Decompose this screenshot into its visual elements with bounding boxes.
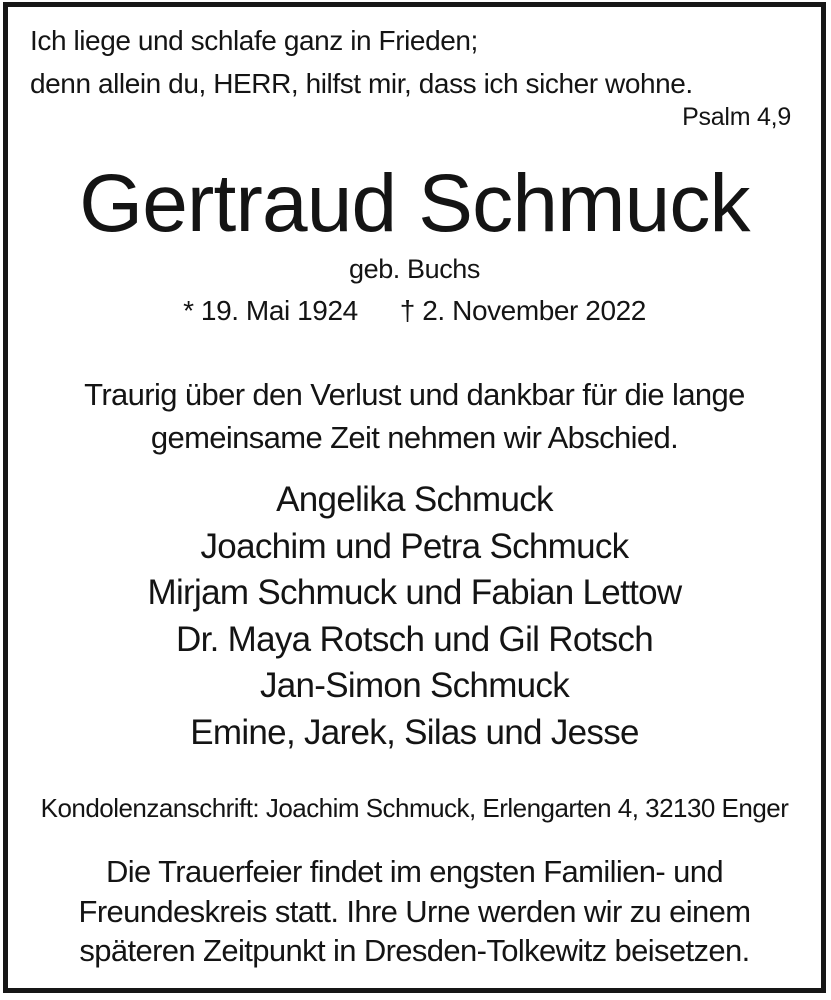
- maiden-name: geb. Buchs: [348, 254, 481, 284]
- mourner-line: Joachim und Petra Schmuck: [200, 526, 629, 566]
- funeral-info-line1: Die Trauerfeier findet im engsten Familien- und: [105, 854, 723, 889]
- farewell-text-line2: gemeinsame Zeit nehmen wir Abschied.: [150, 420, 679, 455]
- farewell-text-line1: Traurig über den Verlust und dankbar für die lange: [84, 377, 745, 412]
- farewell-text: [8, 373, 821, 459]
- obituary-frame-border: [3, 2, 826, 993]
- scripture-quote: [30, 19, 791, 105]
- mourner-line: Mirjam Schmuck und Fabian Lettow: [147, 573, 682, 612]
- mourner-line: Jan-Simon Schmuck: [259, 666, 570, 705]
- mourner-line: Dr. Maya Rotsch und Gil Rotsch: [176, 619, 653, 659]
- funeral-info-line3: späteren Zeitpunkt in Dresden-Tolkewitz beisetzen.: [79, 933, 750, 968]
- scripture-quote-line2: denn allein du, HERR, hilfst mir, dass ich sicher wohne.: [30, 68, 693, 99]
- birth-date: * 19. Mai 1924: [183, 295, 358, 326]
- mourners-list: [8, 477, 821, 756]
- scripture-quote-line1: Ich liege und schlafe ganz in Frieden;: [30, 25, 478, 56]
- mourner-line: Emine, Jarek, Silas und Jesse: [190, 712, 639, 752]
- obituary-content: [8, 7, 821, 988]
- scripture-source: Psalm 4,9: [682, 103, 791, 131]
- deceased-name: Gertraud Schmuck: [79, 158, 750, 249]
- death-date: † 2. November 2022: [399, 295, 646, 326]
- life-dates: [8, 295, 821, 327]
- condolence-address: Kondolenzanschrift: Joachim Schmuck, Erlengarten 4, 32130 Enger: [40, 793, 789, 823]
- mourner-line: Angelika Schmuck: [276, 480, 553, 519]
- funeral-info-line2: Freundeskreis statt. Ihre Urne werden wir zu einem: [78, 893, 751, 929]
- funeral-info: [8, 852, 821, 971]
